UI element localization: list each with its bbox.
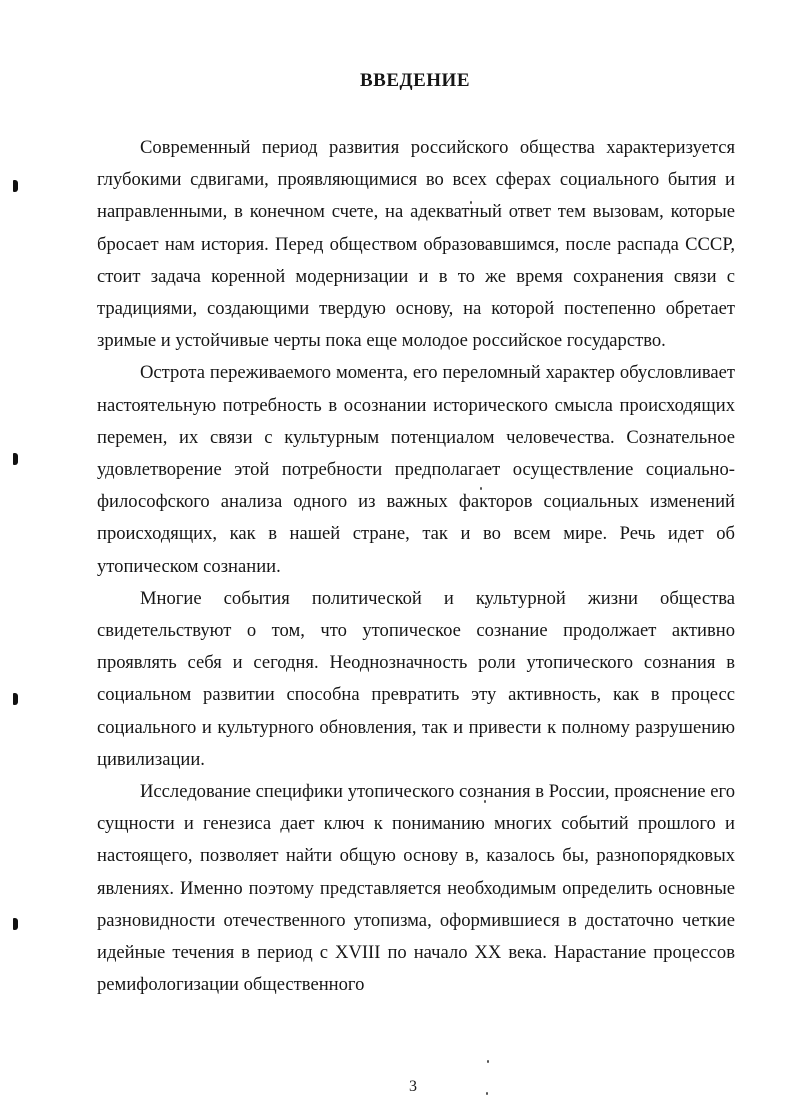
- page-number: 3: [409, 1078, 417, 1095]
- scan-speck: [487, 1060, 489, 1063]
- binding-mark: [13, 180, 18, 192]
- paragraph: Исследование специфики утопического сознания в России, прояснение его сущности и генезиса дает ключ к пониманию многих событий прошлого и настоящего, позволяет найти общую основу в, казалось бы, разнопорядковых явлениях. Именно поэтому представляется необходимым определить основные разновидности отечественного утопизма, оформившиеся в достаточно четкие идейные течения в период с XVIII по начало XX века. Нарастание процессов ремифологизации общественного: [97, 781, 735, 996]
- binding-mark: [13, 918, 18, 930]
- page-title: ВВЕДЕНИЕ: [360, 70, 470, 91]
- body-text: [97, 132, 735, 1001]
- paragraph: Острота переживаемого момента, его переломный характер обусловливает настоятельную потребность в осознании исторического смысла происходящих перемен, их связи с культурным потенциалом человечества. Сознательное удовлетворение этой потребности предполагает осуществление социально-философского анализа одного из важных факторов социальных изменений происходящих, как в нашей стране, так и во всем мире. Речь идет об утопическом сознании.: [97, 362, 735, 577]
- binding-mark: [13, 693, 18, 705]
- binding-mark: [13, 453, 18, 465]
- paragraph: Современный период развития российского общества характеризуется глубокими сдвигами, проявляющимися во всех сферах социального бытия и направленными, в конечном счете, на адекватный ответ тем вызовам, которые бросает нам история. Перед обществом образовавшимся, после распада СССР, стоит задача коренной модернизации и в то же время сохранения связи с традициями, создающими твердую основу, на которой постепенно обретает зримые и устойчивые черты пока еще молодое российское государство.: [97, 137, 735, 352]
- paragraph: Многие события политической и культурной жизни общества свидетельствуют о том, что утопическое сознание продолжает активно проявлять себя и сегодня. Неоднозначность роли утопического сознания в социальном развитии способна превратить эту активность, как в процесс социального и культурного обновления, так и привести к полному разрушению цивилизации.: [97, 587, 735, 770]
